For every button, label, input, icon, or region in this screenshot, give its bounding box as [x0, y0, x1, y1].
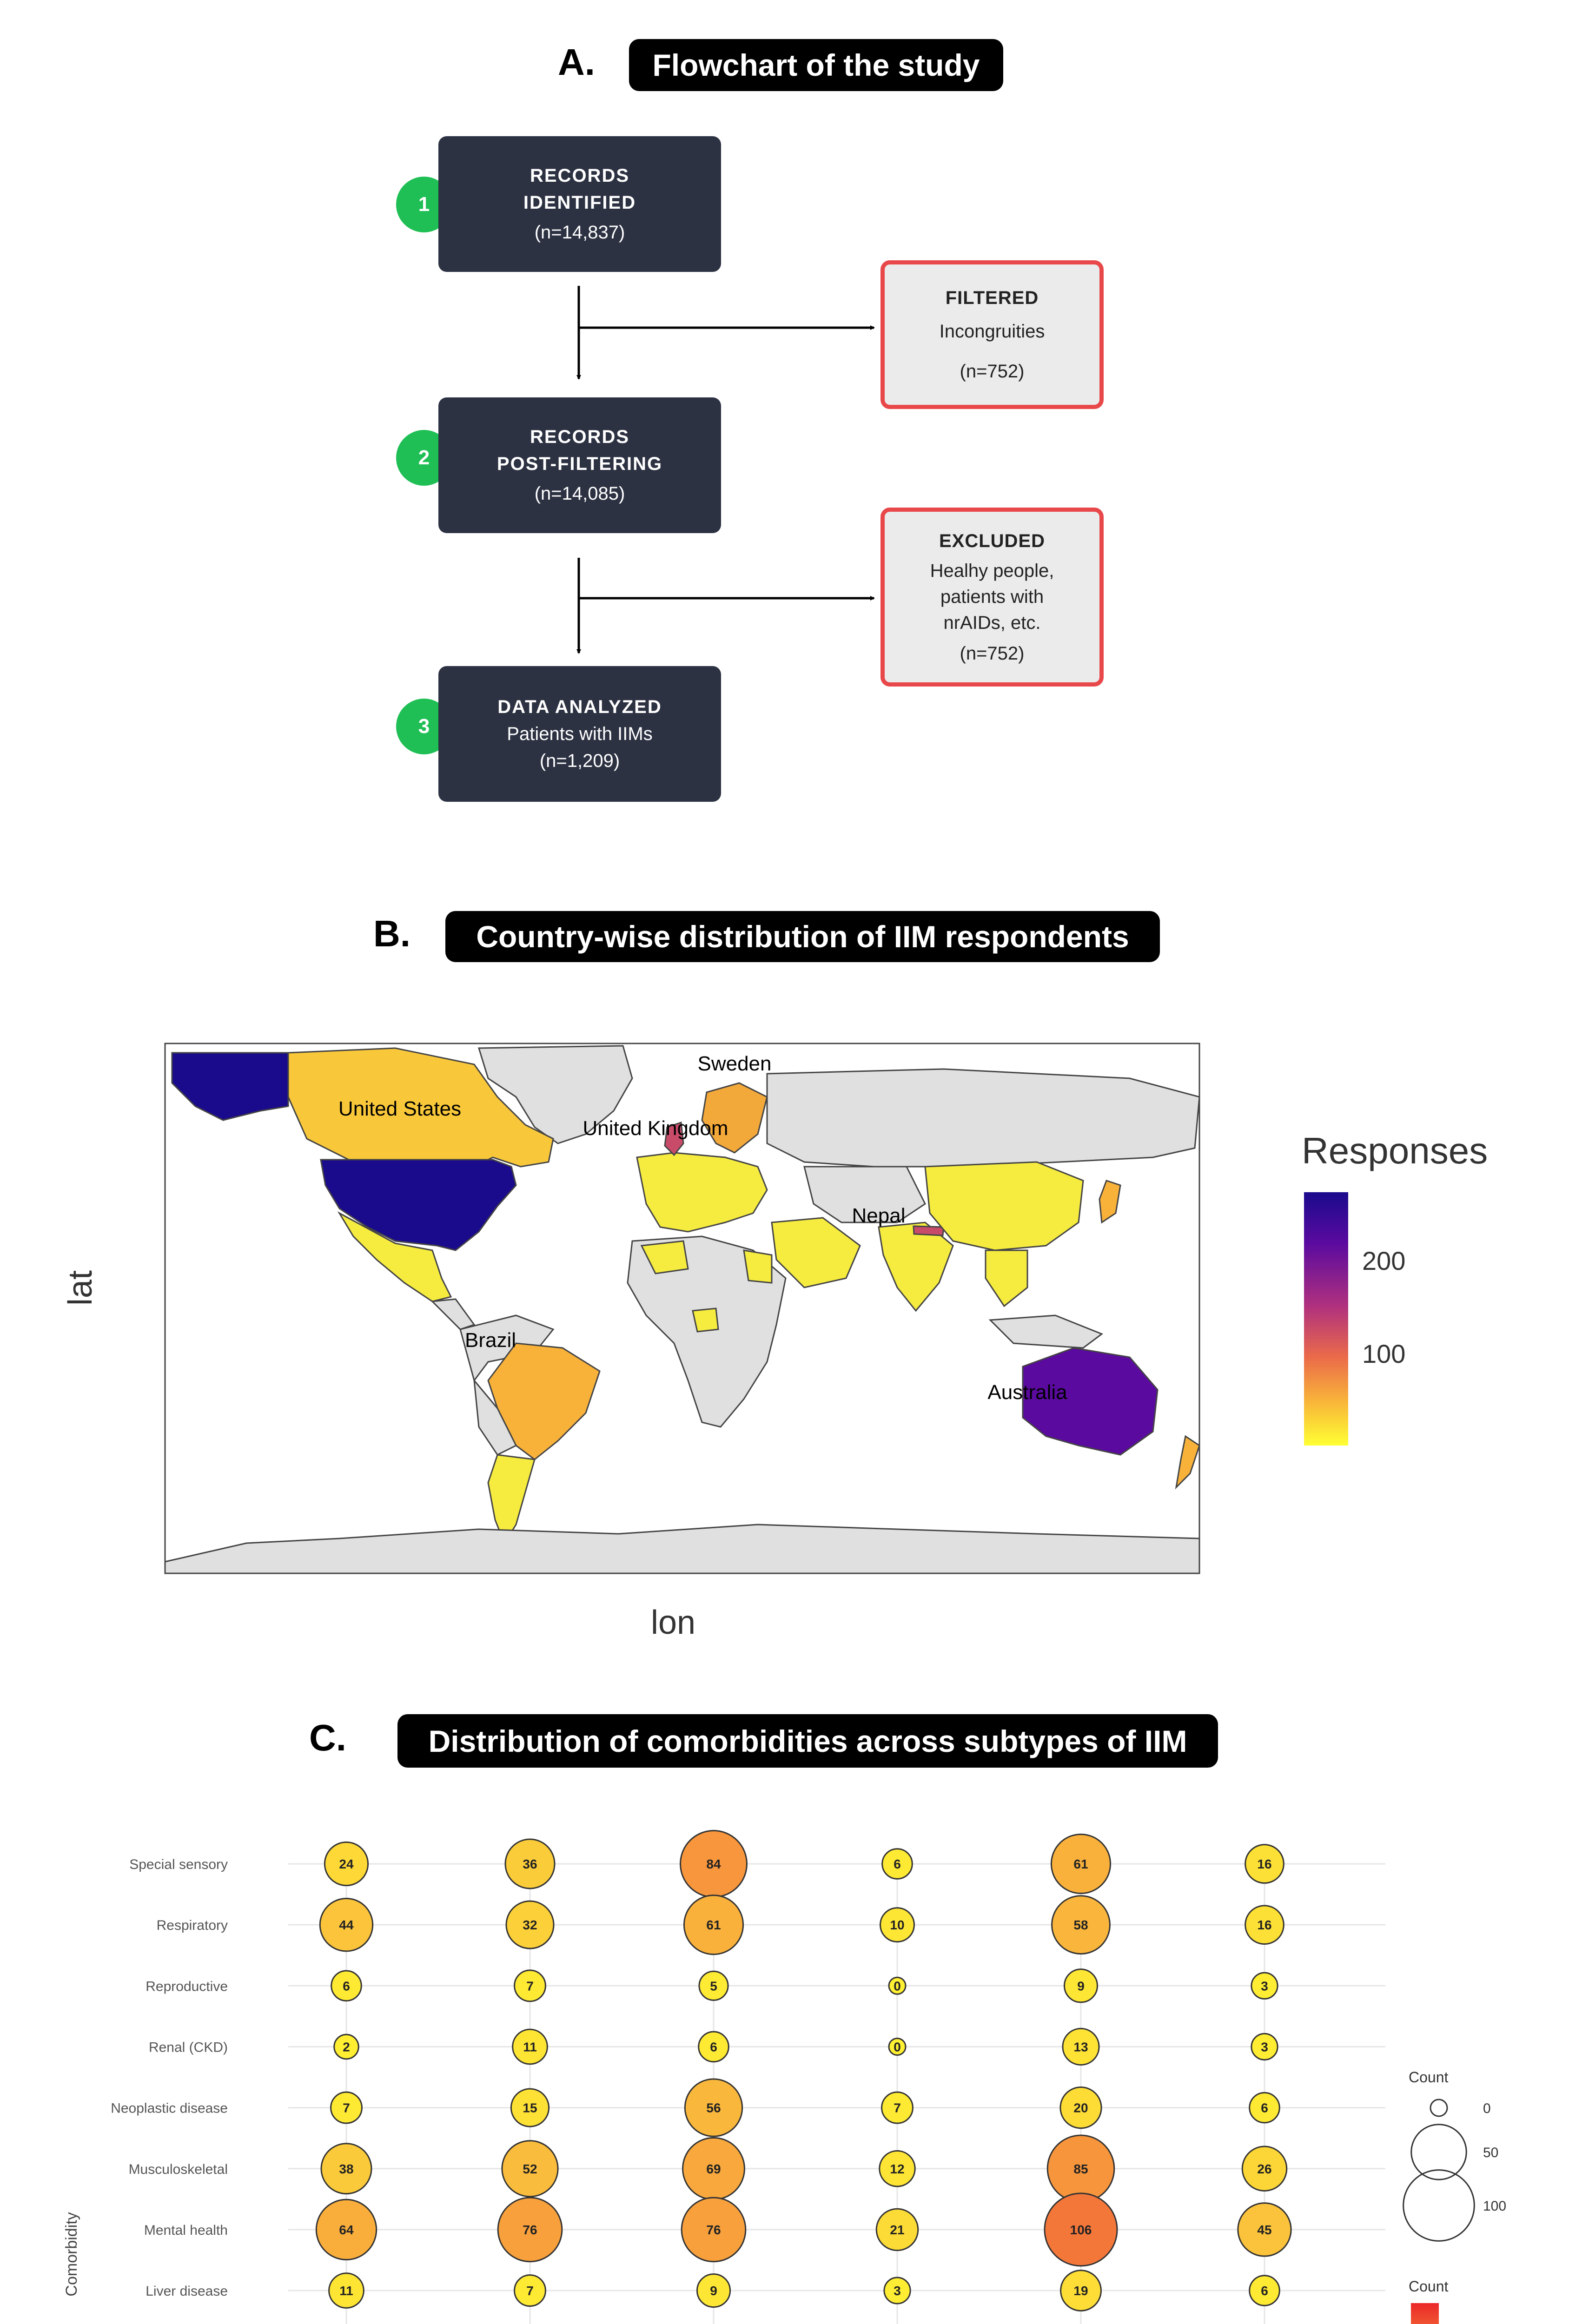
- bubble-label: 7: [526, 2284, 534, 2298]
- y-tick-label: Respiratory: [156, 1918, 228, 1934]
- size-legend-circle: [1430, 2100, 1447, 2116]
- bubble-label: 32: [523, 1918, 537, 1933]
- step-2-title-1: RECORDS: [530, 427, 630, 447]
- y-tick-label: Reproductive: [146, 1979, 228, 1994]
- bubble-label: 0: [894, 2040, 901, 2054]
- bubble-label: 6: [1261, 2284, 1268, 2298]
- step-1-value: (n=14,837): [534, 222, 625, 243]
- bubble-label: 15: [523, 2100, 537, 2115]
- bubble-label: 10: [890, 1918, 905, 1933]
- color-legend-title: Count: [1409, 2278, 1449, 2295]
- y-axis-title: Comorbidity: [63, 2212, 80, 2297]
- label-australia: Australia: [987, 1381, 1067, 1404]
- bubble-label: 16: [1257, 1857, 1272, 1871]
- excluded-line-2: patients with: [940, 586, 1044, 607]
- bubble-label: 6: [894, 1857, 901, 1871]
- filtered-box: [880, 260, 1104, 409]
- bubble-label: 5: [710, 1979, 717, 1994]
- size-legend-circle: [1411, 2125, 1466, 2179]
- bubble-label: 61: [706, 1918, 721, 1933]
- bubble-label: 106: [1070, 2222, 1092, 2237]
- bubble-label: 24: [339, 1857, 354, 1871]
- bubble-label: 13: [1073, 2040, 1088, 2054]
- step-2-value: (n=14,085): [534, 483, 625, 504]
- bubble-label: 52: [523, 2161, 537, 2176]
- bubble-label: 21: [890, 2222, 905, 2237]
- panel-c-letter: C.: [309, 1717, 346, 1758]
- bubble-label: 6: [343, 1979, 350, 1994]
- bubble-label: 58: [1073, 1918, 1088, 1933]
- bubble-label: 69: [706, 2161, 721, 2176]
- bubble-label: 6: [710, 2040, 717, 2054]
- bubble-label: 3: [1261, 1979, 1268, 1994]
- step-1-box: [438, 136, 721, 272]
- label-united-kingdom: United Kingdom: [583, 1117, 728, 1140]
- bubble-label: 0: [894, 1979, 901, 1994]
- size-legend-label: 100: [1483, 2199, 1507, 2214]
- panel-b-letter: B.: [373, 913, 410, 954]
- size-legend-label: 50: [1483, 2145, 1499, 2160]
- bubble-label: 36: [523, 1857, 537, 1871]
- egypt: [744, 1250, 772, 1283]
- bubble-label: 76: [706, 2222, 721, 2237]
- bubble-label: 61: [1073, 1857, 1088, 1871]
- map-legend-tick-200: 200: [1362, 1246, 1406, 1275]
- map-legend-gradient: [1304, 1192, 1348, 1446]
- filtered-title: FILTERED: [945, 288, 1039, 308]
- world-map: [153, 1027, 1227, 1585]
- color-legend-bar: [1411, 2303, 1439, 2324]
- map-legend-title: Responses: [1302, 1130, 1488, 1171]
- map-legend-tick-100: 100: [1362, 1339, 1406, 1368]
- step-1-badge: 1: [396, 177, 452, 232]
- step-1-title-2: IDENTIFIED: [523, 192, 636, 213]
- panel-a-title: Flowchart of the study: [629, 39, 1003, 91]
- bubble-label: 7: [894, 2100, 901, 2115]
- bubble-label: 44: [339, 1918, 354, 1933]
- bubble-label: 64: [339, 2222, 354, 2237]
- step-2-badge: 2: [396, 430, 452, 486]
- bubble-label: 11: [339, 2284, 353, 2298]
- label-brazil: Brazil: [464, 1329, 516, 1352]
- label-sweden: Sweden: [697, 1052, 772, 1075]
- step-1-title-1: RECORDS: [530, 165, 630, 186]
- y-tick-label: Neoplastic disease: [111, 2100, 228, 2116]
- step-3-box: [438, 666, 721, 802]
- bubble-label: 16: [1257, 1918, 1272, 1933]
- step-2-title-2: POST-FILTERING: [497, 454, 663, 474]
- label-united-states: United States: [338, 1097, 462, 1120]
- y-tick-label: Liver disease: [146, 2284, 228, 2299]
- step-3-value: (n=1,209): [539, 751, 620, 771]
- bubble-label: 45: [1257, 2222, 1272, 2237]
- panel-a-letter: A.: [558, 41, 595, 83]
- y-tick-label: Musculoskeletal: [128, 2161, 228, 2177]
- step-3-badge: 3: [396, 699, 452, 754]
- y-tick-label: Renal (CKD): [148, 2040, 228, 2055]
- panel-c-title: Distribution of comorbidities across subtypes of IIM: [397, 1714, 1218, 1768]
- bubble-label: 85: [1073, 2161, 1088, 2176]
- bubble-label: 3: [894, 2284, 901, 2298]
- nepal: [914, 1226, 944, 1235]
- bubble-label: 7: [343, 2100, 350, 2115]
- excluded-title: EXCLUDED: [939, 530, 1046, 551]
- excluded-line-1: Healhy people,: [930, 560, 1054, 581]
- bubble-label: 56: [706, 2100, 721, 2115]
- step-2-box: [438, 397, 721, 533]
- bubble-label: 6: [1261, 2100, 1268, 2115]
- bubble-label: 84: [706, 1857, 721, 1871]
- bubble-label: 11: [523, 2040, 537, 2054]
- bubble-label: 12: [890, 2161, 905, 2176]
- bubble-label: 7: [526, 1979, 534, 1994]
- bubble-label: 20: [1073, 2100, 1088, 2115]
- y-tick-label: Mental health: [144, 2222, 228, 2238]
- step-3-title-1: DATA ANALYZED: [497, 697, 662, 717]
- panel-b-title: Country-wise distribution of IIM respondents: [445, 911, 1160, 962]
- bubble-label: 19: [1073, 2284, 1088, 2298]
- map-ylabel: lat: [62, 1270, 99, 1306]
- excluded-box: [880, 508, 1104, 687]
- label-nepal: Nepal: [852, 1204, 906, 1227]
- map-xlabel: lon: [651, 1604, 696, 1641]
- bubble-label: 3: [1261, 2040, 1268, 2054]
- excluded-value: (n=752): [960, 643, 1025, 664]
- bubble-label: 9: [710, 2284, 717, 2298]
- bubble-label: 2: [343, 2040, 350, 2054]
- bubble-label: 9: [1077, 1979, 1085, 1994]
- step-3-title-2: Patients with IIMs: [507, 724, 653, 744]
- russia: [767, 1069, 1199, 1167]
- bubble-label: 26: [1257, 2161, 1272, 2176]
- comorbidity-bubble-chart: [0, 1789, 1569, 2324]
- nigeria: [693, 1308, 718, 1332]
- size-legend-title: Count: [1409, 2069, 1449, 2086]
- y-tick-label: Special sensory: [129, 1857, 228, 1872]
- filtered-value: (n=752): [960, 361, 1025, 382]
- size-legend-label: 0: [1483, 2101, 1491, 2116]
- size-legend-circle: [1403, 2170, 1475, 2241]
- bubble-label: 76: [523, 2222, 537, 2237]
- bubble-label: 38: [339, 2161, 354, 2176]
- excluded-line-3: nrAIDs, etc.: [943, 612, 1041, 633]
- flowchart-connectors: [0, 0, 1569, 837]
- filtered-reason: Incongruities: [939, 321, 1045, 342]
